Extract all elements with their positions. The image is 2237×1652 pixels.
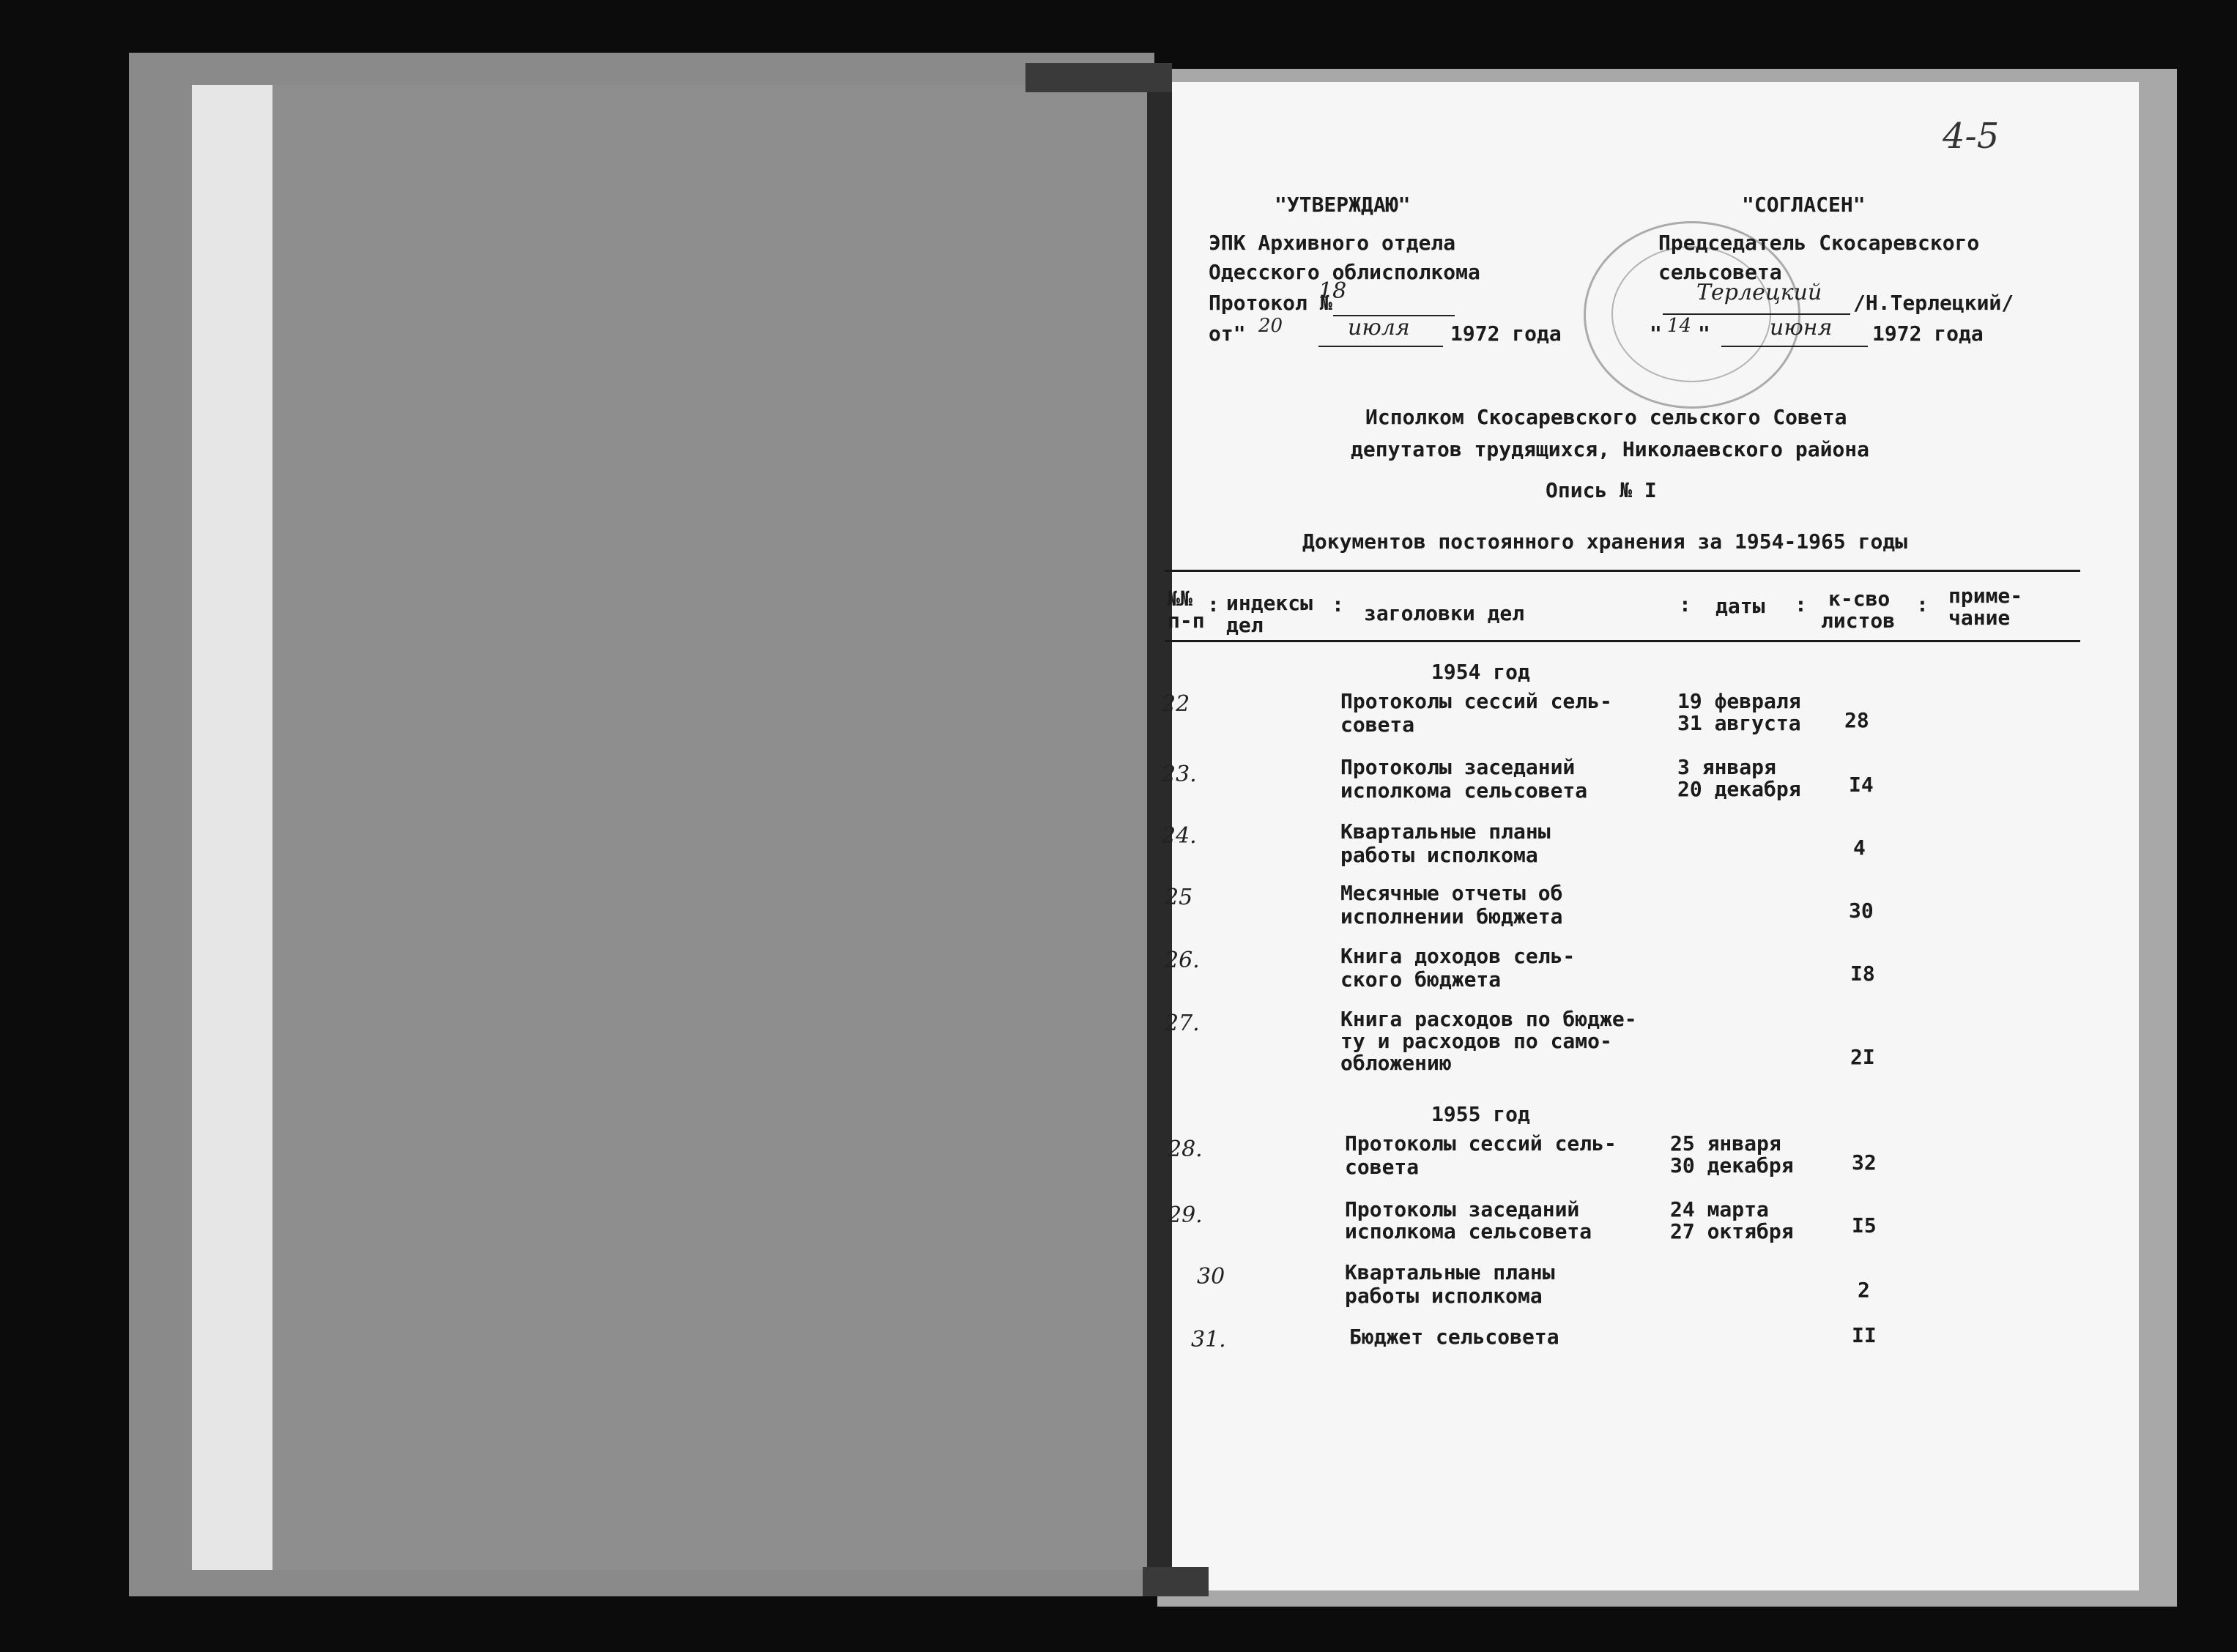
left-page-edge xyxy=(192,85,272,1570)
col-index-a: индексы xyxy=(1226,591,1313,615)
col-index-b: дел xyxy=(1226,613,1264,637)
binding-tape-top xyxy=(1025,63,1172,92)
row-number: 27. xyxy=(1165,1011,1200,1036)
row-title: совета xyxy=(1345,1155,1420,1179)
row-title: ту и расходов по само- xyxy=(1340,1029,1612,1053)
col-sheets-a: к-сво xyxy=(1828,587,1891,611)
approve-date-prefix: от" xyxy=(1209,321,1246,346)
agree-signer: /Н.Терлецкий/ xyxy=(1853,291,2014,315)
row-sheets: 32 xyxy=(1852,1150,1877,1175)
row-date-end: 31 августа xyxy=(1677,711,1801,735)
row-date-end: 30 декабря xyxy=(1670,1153,1794,1177)
approve-heading: "УТВЕРЖДАЮ" xyxy=(1275,193,1411,217)
row-number: 25 xyxy=(1165,885,1193,910)
row-title: исполкома сельсовета xyxy=(1345,1219,1592,1243)
row-title: исполнении бюджета xyxy=(1340,904,1563,929)
row-title: Протоколы заседаний xyxy=(1340,755,1576,779)
binding-tape-bottom xyxy=(1143,1567,1209,1596)
row-sheets: 30 xyxy=(1849,898,1874,923)
approve-protocol-label: Протокол № xyxy=(1209,291,1332,315)
doc-title-line2: депутатов трудящихся, Николаевского района xyxy=(1351,437,1870,461)
row-sheets: 4 xyxy=(1853,836,1866,860)
agree-heading: "СОГЛАСЕН" xyxy=(1742,193,1866,217)
row-title: обложению xyxy=(1340,1051,1452,1075)
agree-date-underline xyxy=(1721,346,1868,347)
row-title: Книга доходов сель- xyxy=(1340,944,1576,968)
row-number: 29. xyxy=(1168,1202,1203,1228)
section-year-1955: 1955 год xyxy=(1431,1102,1530,1126)
approve-date-day: 20 xyxy=(1258,315,1283,337)
agree-date-month: июня xyxy=(1770,315,1833,341)
col-notes-a: приме- xyxy=(1948,584,2023,608)
row-date-end: 20 декабря xyxy=(1677,777,1801,801)
row-title: ского бюджета xyxy=(1340,967,1502,991)
row-title: Протоколы заседаний xyxy=(1345,1197,1580,1221)
row-number: 28. xyxy=(1168,1136,1203,1162)
left-page xyxy=(192,85,1151,1570)
col-num-b: п-п xyxy=(1168,609,1205,633)
table-header-rule xyxy=(1165,640,2080,642)
section-year-1954: 1954 год xyxy=(1431,660,1530,684)
agree-signature: Терлецкий xyxy=(1696,280,1822,305)
row-title: Квартальные планы xyxy=(1345,1260,1555,1284)
row-date-start: 3 января xyxy=(1677,755,1776,779)
row-title: Квартальные планы xyxy=(1340,819,1551,844)
col-notes-b: чание xyxy=(1948,606,2011,630)
row-sheets: I5 xyxy=(1852,1213,1877,1238)
col-titles: заголовки дел xyxy=(1364,601,1525,625)
row-title: Месячные отчеты об xyxy=(1340,881,1563,905)
row-date-start: 24 марта xyxy=(1670,1197,1769,1221)
row-number: 24. xyxy=(1162,823,1197,849)
row-title: Бюджет сельсовета xyxy=(1349,1325,1559,1349)
row-date-start: 19 февраля xyxy=(1677,689,1801,713)
col-sheets-b: листов xyxy=(1821,609,1896,633)
approve-date-month: июля xyxy=(1348,315,1410,341)
col-dates: даты xyxy=(1715,594,1765,618)
row-title: совета xyxy=(1340,712,1415,737)
row-sheets: II xyxy=(1852,1323,1877,1347)
row-title: работы исполкома xyxy=(1345,1284,1543,1308)
row-sheets: 2I xyxy=(1850,1045,1875,1069)
row-title: Протоколы сессий сель- xyxy=(1340,689,1612,713)
row-sheets: 28 xyxy=(1844,708,1869,732)
row-date-end: 27 октября xyxy=(1670,1219,1794,1243)
row-title: Протоколы сессий сель- xyxy=(1345,1131,1617,1156)
agree-date-day: 14 xyxy=(1667,315,1692,337)
agree-line1: Председатель Скосаревского xyxy=(1658,231,1980,255)
row-number: 23. xyxy=(1162,762,1197,787)
approve-line2: Одесского облисполкома xyxy=(1209,260,1480,284)
row-title: Книга расходов по бюдже- xyxy=(1340,1007,1637,1031)
row-number: 26. xyxy=(1165,948,1200,973)
row-number: 22 xyxy=(1162,691,1190,717)
page-number: 4-5 xyxy=(1943,116,2000,157)
doc-subtitle: Документов постоянного хранения за 1954-1965 годы xyxy=(1302,529,1908,554)
row-number: 31. xyxy=(1191,1327,1226,1353)
agree-date-year: 1972 года xyxy=(1872,321,1984,346)
row-title: работы исполкома xyxy=(1340,843,1538,867)
approve-date-year: 1972 года xyxy=(1450,321,1562,346)
row-sheets: 2 xyxy=(1858,1278,1870,1302)
row-number: 30 xyxy=(1197,1264,1225,1290)
row-date-start: 25 января xyxy=(1670,1131,1781,1156)
doc-title-line1: Исполком Скосаревского сельского Совета xyxy=(1365,405,1847,429)
row-sheets: I4 xyxy=(1849,773,1874,797)
row-sheets: I8 xyxy=(1850,961,1875,986)
row-title: исполкома сельсовета xyxy=(1340,778,1588,803)
agree-line2: сельсовета xyxy=(1658,260,1782,284)
inventory-number: Опись № I xyxy=(1546,478,1657,502)
table-top-rule xyxy=(1165,570,2080,572)
approve-protocol-number: 18 xyxy=(1318,278,1347,304)
approve-date-underline xyxy=(1318,346,1443,347)
col-num-a: №№ xyxy=(1168,587,1192,611)
approve-line1: ЭПК Архивного отдела xyxy=(1209,231,1456,255)
